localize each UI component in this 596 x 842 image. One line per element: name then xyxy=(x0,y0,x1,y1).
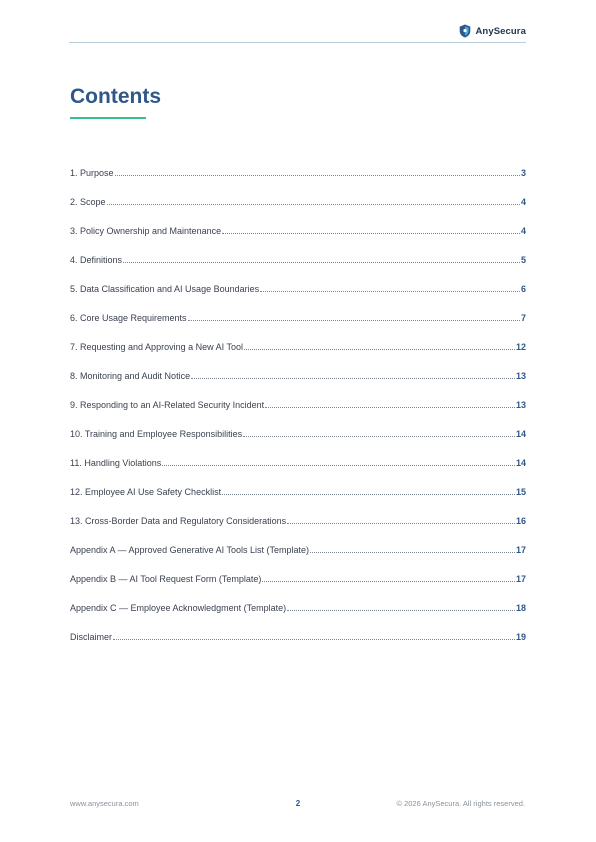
toc-entry-label: 12. Employee AI Use Safety Checklist xyxy=(70,487,222,497)
toc-entry[interactable] xyxy=(70,556,526,585)
toc-entry-page: 6 xyxy=(520,284,526,294)
toc-entry[interactable] xyxy=(70,150,526,179)
toc-dot-leader xyxy=(287,523,515,524)
toc-entry[interactable] xyxy=(70,469,526,498)
toc-entry-page: 7 xyxy=(520,313,526,323)
toc-entry-page: 13 xyxy=(515,400,526,410)
brand-logo xyxy=(459,24,526,38)
toc-entry[interactable] xyxy=(70,527,526,556)
toc-entry-label: Disclaimer xyxy=(70,632,113,642)
toc-entry-page: 14 xyxy=(515,429,526,439)
toc-entry-page: 19 xyxy=(515,632,526,642)
toc-dot-leader xyxy=(287,610,515,611)
toc-dot-leader xyxy=(107,204,520,205)
toc-entry-page: 4 xyxy=(520,197,526,207)
title-underline xyxy=(70,117,146,119)
toc-entry[interactable] xyxy=(70,295,526,324)
toc-entry-page: 14 xyxy=(515,458,526,468)
toc-entry[interactable] xyxy=(70,266,526,295)
toc-entry-page: 16 xyxy=(515,516,526,526)
toc-entry-page: 15 xyxy=(515,487,526,497)
toc-dot-leader xyxy=(244,349,515,350)
toc-dot-leader xyxy=(162,465,515,466)
toc-dot-leader xyxy=(262,581,515,582)
toc-entry[interactable] xyxy=(70,382,526,411)
toc-entry[interactable] xyxy=(70,208,526,237)
toc-entry-label: 1. Purpose xyxy=(70,168,114,178)
toc-entry-label: 2. Scope xyxy=(70,197,106,207)
toc-entry-label: 7. Requesting and Approving a New AI Tool xyxy=(70,342,243,352)
toc-entry-label: 6. Core Usage Requirements xyxy=(70,313,187,323)
toc-dot-leader xyxy=(243,436,515,437)
toc-dot-leader xyxy=(222,233,520,234)
toc-dot-leader xyxy=(310,552,515,553)
toc-entry-label: 13. Cross-Border Data and Regulatory Considerations xyxy=(70,516,287,526)
toc-entry-label: 9. Responding to an AI-Related Security Incident xyxy=(70,400,265,410)
toc-entry[interactable] xyxy=(70,353,526,382)
toc-entry-label: 11. Handling Violations xyxy=(70,458,162,468)
footer-page-number: 2 xyxy=(295,799,301,808)
toc-entry-page: 13 xyxy=(515,371,526,381)
header-divider xyxy=(69,42,526,43)
toc-entry[interactable] xyxy=(70,324,526,353)
toc-dot-leader xyxy=(113,639,515,640)
toc-entry-label: 8. Monitoring and Audit Notice xyxy=(70,371,191,381)
toc-entry-label: 4. Definitions xyxy=(70,255,123,265)
toc-dot-leader xyxy=(123,262,520,263)
page-title: Contents xyxy=(70,85,161,108)
toc-entry[interactable] xyxy=(70,237,526,266)
toc-entry-label: 10. Training and Employee Responsibilities xyxy=(70,429,243,439)
toc-entry[interactable] xyxy=(70,179,526,208)
toc-dot-leader xyxy=(222,494,515,495)
toc-entry-page: 17 xyxy=(515,545,526,555)
toc-entry-label: Appendix B — AI Tool Request Form (Template) xyxy=(70,574,262,584)
toc-entry-page: 18 xyxy=(515,603,526,613)
brand-name: AnySecura xyxy=(475,25,526,37)
toc-entry-label: 3. Policy Ownership and Maintenance xyxy=(70,226,222,236)
footer-copyright: © 2026 AnySecura. All rights reserved. xyxy=(396,799,525,808)
toc-entry-label: Appendix A — Approved Generative AI Tools List (Template) xyxy=(70,545,309,555)
toc-entry-page: 3 xyxy=(520,168,526,178)
toc-dot-leader xyxy=(265,407,515,408)
toc-dot-leader xyxy=(188,320,520,321)
toc-entry-page: 12 xyxy=(515,342,526,352)
toc-entry[interactable] xyxy=(70,498,526,527)
toc-entry[interactable] xyxy=(70,440,526,469)
toc-entry-label: Appendix C — Employee Acknowledgment (Template) xyxy=(70,603,287,613)
toc-dot-leader xyxy=(260,291,520,292)
toc-entry-page: 4 xyxy=(520,226,526,236)
toc-dot-leader xyxy=(191,378,515,379)
shield-icon xyxy=(459,24,471,38)
table-of-contents xyxy=(70,150,526,643)
toc-entry[interactable] xyxy=(70,411,526,440)
toc-entry-label: 5. Data Classification and AI Usage Boundaries xyxy=(70,284,260,294)
toc-dot-leader xyxy=(115,175,520,176)
toc-entry-page: 5 xyxy=(520,255,526,265)
footer-website[interactable]: www.anysecura.com xyxy=(70,799,139,808)
toc-entry[interactable] xyxy=(70,614,526,643)
toc-entry[interactable] xyxy=(70,585,526,614)
toc-entry-page: 17 xyxy=(515,574,526,584)
